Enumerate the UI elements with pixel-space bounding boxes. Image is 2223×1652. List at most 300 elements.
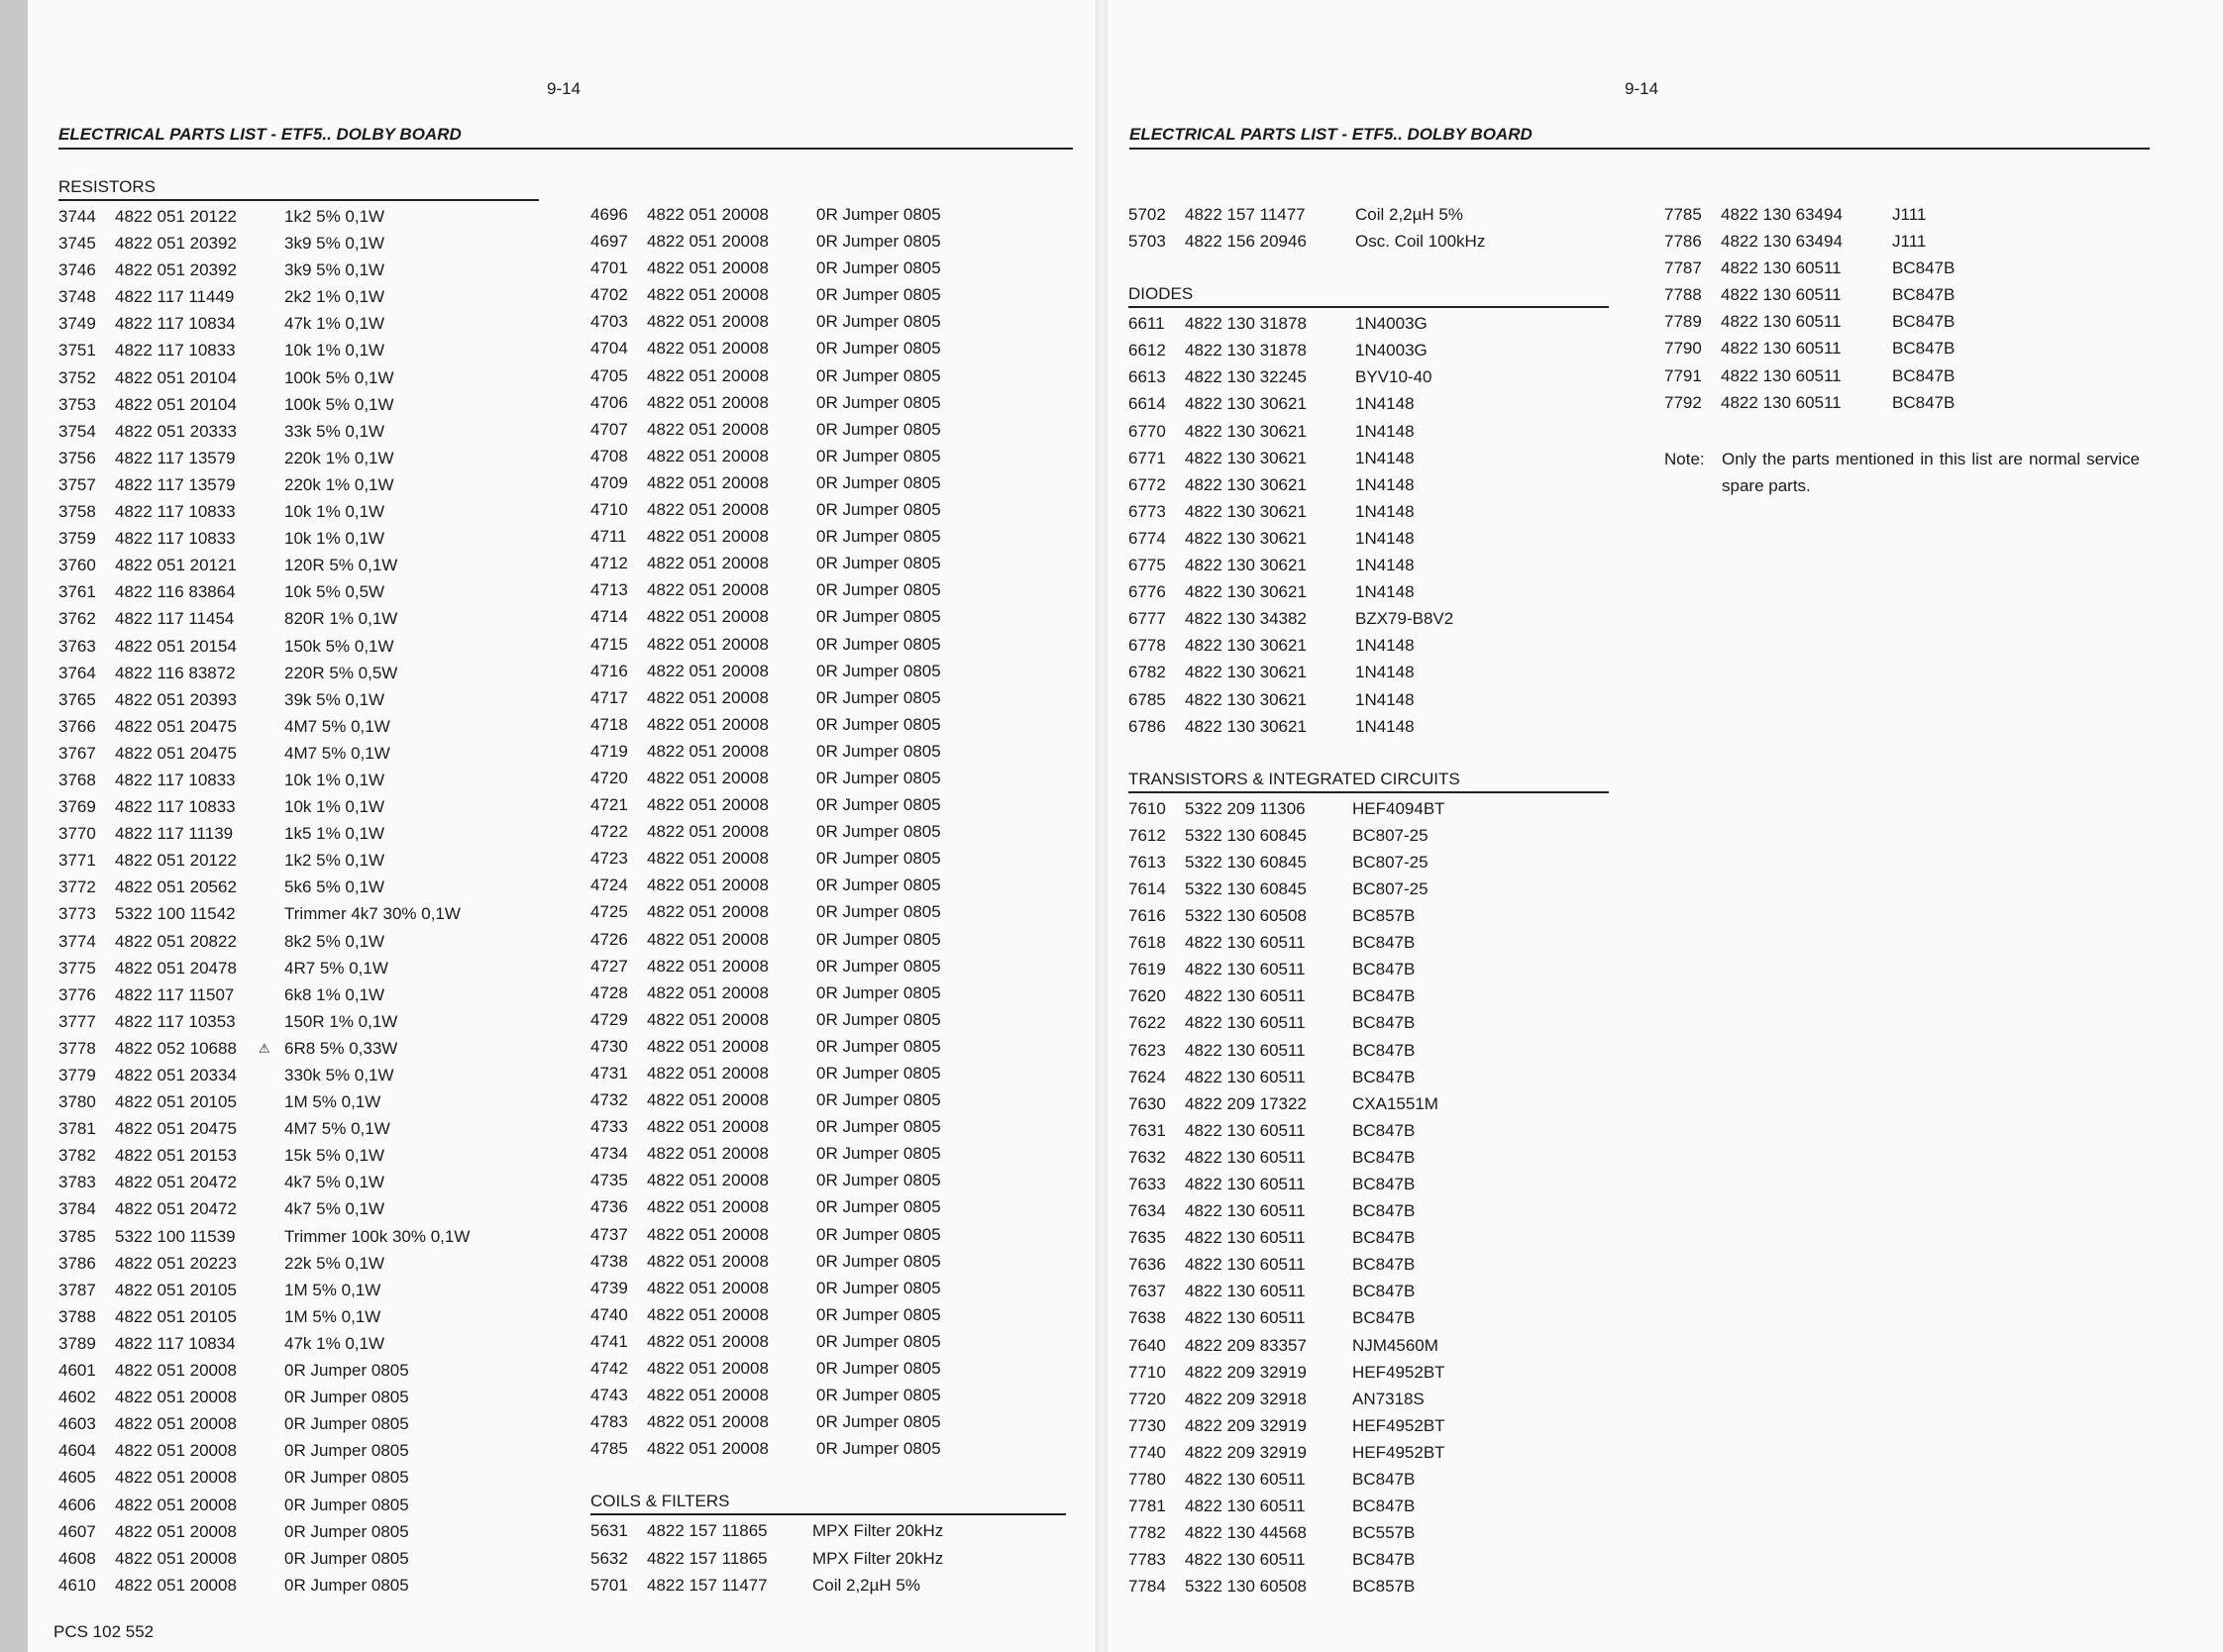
part-code: 4822 130 60511: [1185, 1067, 1306, 1086]
part-position: 6773: [1128, 501, 1166, 521]
table-row: [590, 1113, 1066, 1140]
table-row: [1128, 686, 1609, 713]
part-code: 4822 051 20008: [115, 1495, 237, 1514]
table-row: [58, 471, 539, 498]
part-code: 4822 117 10834: [115, 1333, 236, 1353]
part-position: 3774: [58, 931, 96, 951]
part-description: BC847B: [1352, 933, 1416, 953]
part-description: 0R Jumper 0805: [816, 741, 941, 761]
part-code: 4822 130 30621: [1185, 663, 1307, 682]
table-row: [1128, 659, 1609, 685]
part-code: 5322 130 60845: [1185, 825, 1307, 845]
table-row: [58, 1384, 539, 1410]
part-position: 6775: [1128, 556, 1166, 575]
part-description: MPX Filter 20kHz: [812, 1521, 944, 1541]
table-row: [590, 1221, 1066, 1248]
part-position: 4783: [590, 1412, 628, 1432]
table-row: [590, 818, 1066, 845]
part-position: 3754: [58, 421, 96, 441]
table-row: [590, 1545, 1066, 1572]
table-row: [590, 791, 1066, 818]
part-position: 6778: [1128, 636, 1166, 656]
part-description: AN7318S: [1352, 1389, 1425, 1408]
part-code: 4822 051 20472: [115, 1173, 237, 1192]
table-row: [58, 633, 539, 660]
part-position: 3785: [58, 1226, 96, 1246]
part-code: 4822 051 20008: [115, 1441, 237, 1461]
part-description: 0R Jumper 0805: [284, 1548, 409, 1568]
part-position: 4704: [590, 339, 628, 359]
table-row: [1128, 578, 1609, 605]
part-code: 4822 052 10688: [115, 1038, 237, 1058]
part-position: 7634: [1128, 1201, 1166, 1221]
part-description: 0R Jumper 0805: [816, 312, 941, 332]
part-position: 4729: [590, 1009, 628, 1029]
part-description: 0R Jumper 0805: [816, 1304, 941, 1324]
part-position: 7624: [1128, 1067, 1166, 1086]
section-title-transistors: TRANSISTORS & INTEGRATED CIRCUITS: [1128, 769, 1460, 788]
table-row: [58, 1008, 539, 1035]
part-description: 0R Jumper 0805: [816, 365, 941, 385]
part-description: 220R 5% 0,5W: [284, 663, 398, 682]
part-position: 4718: [590, 714, 628, 734]
part-position: 3788: [58, 1306, 96, 1326]
part-position: 5703: [1128, 232, 1166, 252]
part-description: 0R Jumper 0805: [816, 1412, 941, 1432]
part-position: 6782: [1128, 663, 1166, 682]
section-title-diodes: DIODES: [1128, 284, 1194, 304]
part-description: 1N4003G: [1355, 314, 1428, 334]
table-row: [1128, 1466, 1609, 1493]
part-code: 4822 051 20008: [115, 1548, 237, 1568]
table-row: [590, 1328, 1066, 1355]
part-code: 4822 051 20008: [647, 392, 769, 412]
part-code: 4822 117 11454: [115, 609, 235, 629]
part-description: BC847B: [1352, 1201, 1416, 1221]
part-description: NJM4560M: [1352, 1335, 1438, 1355]
part-code: 4822 130 60511: [1185, 1175, 1306, 1193]
table-row: [590, 1006, 1066, 1033]
part-code: 4822 051 20008: [647, 902, 769, 922]
part-position: 7613: [1128, 852, 1166, 872]
part-code: 4822 051 20333: [115, 421, 237, 441]
part-description: 0R Jumper 0805: [816, 714, 941, 734]
part-position: 4703: [590, 312, 628, 332]
table-row: [1128, 552, 1609, 578]
part-position: 4696: [590, 205, 628, 224]
part-position: 3777: [58, 1011, 96, 1031]
part-code: 5322 209 11306: [1185, 798, 1306, 818]
table-row: [1128, 1117, 1609, 1144]
part-position: 4734: [590, 1144, 628, 1164]
table-row: [1128, 201, 1609, 228]
table-row: [590, 1275, 1066, 1301]
table-row: [590, 1355, 1066, 1382]
part-position: 4610: [58, 1575, 96, 1595]
part-description: 6R8 5% 0,33W: [284, 1038, 398, 1058]
part-position: 3756: [58, 448, 96, 467]
part-position: 7730: [1128, 1415, 1166, 1435]
table-row: [58, 874, 539, 900]
part-position: 6613: [1128, 367, 1166, 387]
part-position: 3769: [58, 797, 96, 817]
part-description: BC847B: [1352, 1040, 1416, 1060]
part-position: 4603: [58, 1414, 96, 1434]
part-code: 4822 130 60511: [1185, 1497, 1306, 1516]
part-position: 4733: [590, 1117, 628, 1137]
part-code: 4822 130 34382: [1185, 609, 1307, 629]
part-code: 4822 051 20008: [115, 1468, 237, 1488]
table-row: [58, 900, 539, 927]
part-position: 4785: [590, 1439, 628, 1459]
jumpers-column: [590, 201, 1066, 1599]
part-position: 4743: [590, 1386, 628, 1405]
part-description: 0R Jumper 0805: [816, 1197, 941, 1217]
part-description: 1M 5% 0,1W: [284, 1306, 381, 1326]
part-code: 4822 051 20008: [115, 1414, 237, 1434]
table-row: [1128, 228, 1609, 255]
part-code: 4822 051 20153: [115, 1146, 237, 1166]
part-code: 4822 130 30621: [1185, 582, 1307, 602]
table-row: [1128, 310, 1609, 337]
part-position: 7633: [1128, 1175, 1166, 1193]
part-position: 7636: [1128, 1255, 1166, 1275]
part-code: 4822 051 20008: [647, 1278, 769, 1297]
part-code: 4822 051 20008: [647, 849, 769, 869]
part-description: 33k 5% 0,1W: [284, 421, 385, 441]
part-code: 4822 051 20154: [115, 636, 237, 656]
table-row: [590, 1408, 1066, 1435]
table-row: [58, 578, 539, 605]
part-position: 4742: [590, 1359, 628, 1379]
part-description: 100k 5% 0,1W: [284, 367, 394, 387]
part-position: 4726: [590, 929, 628, 949]
part-description: 0R Jumper 0805: [816, 1117, 941, 1137]
part-position: 7786: [1664, 232, 1702, 252]
part-description: 0R Jumper 0805: [816, 849, 941, 869]
part-code: 4822 130 30621: [1185, 501, 1307, 521]
table-row: [1128, 1573, 1609, 1600]
part-code: 4822 051 20008: [647, 1412, 769, 1432]
table-row: [58, 1195, 539, 1222]
part-description: BC847B: [1352, 1550, 1416, 1570]
table-row: [58, 203, 539, 230]
table-row: [590, 308, 1066, 335]
part-code: 4822 051 20008: [647, 929, 769, 949]
table-row: [58, 847, 539, 874]
part-description: 2k2 1% 0,1W: [284, 287, 385, 307]
header-title-right: ELECTRICAL PARTS LIST - ETF5.. DOLBY BOARD: [1129, 125, 1533, 144]
part-position: 7635: [1128, 1228, 1166, 1248]
part-code: 4822 130 60511: [1185, 1201, 1306, 1221]
part-code: 4822 051 20008: [647, 1036, 769, 1056]
part-description: 10k 1% 0,1W: [284, 797, 385, 817]
part-description: BC847B: [1352, 1175, 1416, 1193]
table-row: [58, 1357, 539, 1384]
part-position: 7619: [1128, 960, 1166, 980]
part-code: 4822 116 83872: [115, 663, 236, 682]
part-description: 0R Jumper 0805: [816, 285, 941, 305]
table-row: [1128, 418, 1609, 445]
part-code: 4822 051 20008: [647, 1386, 769, 1405]
table-row: [590, 980, 1066, 1006]
part-code: 4822 051 20008: [647, 285, 769, 305]
part-position: 3749: [58, 314, 96, 334]
part-code: 5322 130 60508: [1185, 1577, 1307, 1597]
table-row: [590, 469, 1066, 496]
part-code: 4822 051 20008: [647, 339, 769, 359]
part-code: 4822 051 20008: [647, 312, 769, 332]
part-code: 4822 130 60511: [1185, 1550, 1306, 1570]
part-code: 4822 130 44568: [1185, 1523, 1307, 1543]
part-position: 3770: [58, 824, 96, 844]
part-position: 7630: [1128, 1093, 1166, 1113]
part-position: 4608: [58, 1548, 96, 1568]
part-position: 7618: [1128, 933, 1166, 953]
table-row: [1128, 1493, 1609, 1519]
part-position: 4706: [590, 392, 628, 412]
table-row: [590, 684, 1066, 711]
table-row: [590, 1086, 1066, 1113]
part-description: 3k9 5% 0,1W: [284, 234, 385, 254]
section-rule: [58, 199, 539, 201]
table-row: [590, 1517, 1066, 1544]
part-code: 4822 051 20008: [647, 258, 769, 278]
table-row: [1128, 498, 1609, 525]
part-position: 3781: [58, 1119, 96, 1139]
part-code: 4822 051 20122: [115, 851, 237, 871]
table-row: [1664, 362, 2140, 389]
table-row: [1664, 281, 2140, 308]
part-code: 4822 051 20008: [647, 661, 769, 680]
part-position: 4607: [58, 1521, 96, 1541]
table-row: [1664, 308, 2140, 335]
part-position: 3789: [58, 1333, 96, 1353]
table-row: [58, 337, 539, 363]
part-description: 0R Jumper 0805: [816, 1224, 941, 1244]
part-position: 4721: [590, 795, 628, 815]
part-code: 4822 051 20475: [115, 1119, 237, 1139]
part-code: 4822 051 20008: [647, 1331, 769, 1351]
table-row: [58, 820, 539, 847]
page-gutter: [1096, 0, 1108, 1652]
part-description: 10k 1% 0,1W: [284, 770, 385, 789]
part-code: 4822 117 11449: [115, 287, 235, 307]
part-description: 1N4148: [1355, 528, 1415, 548]
part-code: 4822 051 20008: [647, 232, 769, 252]
table-row: [58, 928, 539, 955]
table-row: [58, 525, 539, 552]
part-description: 0R Jumper 0805: [816, 205, 941, 224]
part-code: 4822 051 20008: [647, 1090, 769, 1110]
part-position: 5702: [1128, 205, 1166, 224]
part-description: 0R Jumper 0805: [816, 607, 941, 627]
table-row: [58, 686, 539, 713]
footer-code: PCS 102 552: [53, 1622, 155, 1641]
part-description: 4M7 5% 0,1W: [284, 743, 390, 763]
part-position: 7787: [1664, 258, 1702, 278]
part-code: 4822 130 32245: [1185, 367, 1307, 387]
part-description: 0R Jumper 0805: [816, 580, 941, 600]
part-position: 7614: [1128, 878, 1166, 898]
part-description: 0R Jumper 0805: [816, 1439, 941, 1459]
part-position: 3752: [58, 367, 96, 387]
part-position: 3768: [58, 770, 96, 789]
table-row: [1128, 1519, 1609, 1546]
part-code: 4822 051 20008: [647, 1064, 769, 1083]
table-row: [1664, 201, 2140, 228]
table-row: [58, 1223, 539, 1250]
table-row: [590, 1382, 1066, 1408]
part-position: 4697: [590, 232, 628, 252]
part-code: 4822 051 20008: [647, 1197, 769, 1217]
part-position: 7623: [1128, 1040, 1166, 1060]
part-code: 4822 209 32919: [1185, 1442, 1307, 1462]
part-description: 0R Jumper 0805: [284, 1575, 409, 1595]
part-position: 3772: [58, 878, 96, 897]
part-code: 4822 117 10353: [115, 1011, 236, 1031]
part-code: 4822 117 10833: [115, 797, 236, 817]
part-description: 1N4148: [1355, 689, 1415, 709]
part-code: 4822 051 20104: [115, 367, 237, 387]
part-description: 220k 1% 0,1W: [284, 448, 394, 467]
part-code: 4822 051 20008: [647, 1439, 769, 1459]
part-code: 4822 130 60511: [1185, 1120, 1306, 1140]
part-description: BC847B: [1352, 986, 1416, 1006]
part-description: 0R Jumper 0805: [816, 392, 941, 412]
part-position: 7782: [1128, 1523, 1166, 1543]
part-position: 4720: [590, 768, 628, 787]
part-position: 7785: [1664, 205, 1702, 224]
part-code: 4822 051 20008: [647, 795, 769, 815]
table-row: [1128, 1386, 1609, 1412]
part-position: 4605: [58, 1468, 96, 1488]
part-code: 4822 130 31878: [1185, 314, 1307, 334]
part-description: 120R 5% 0,1W: [284, 556, 398, 575]
part-code: 4822 051 20008: [647, 768, 769, 787]
safety-warning-icon: ⚠: [259, 1040, 270, 1056]
part-description: 5k6 5% 0,1W: [284, 878, 385, 897]
part-position: 7637: [1128, 1282, 1166, 1301]
part-position: 7610: [1128, 798, 1166, 818]
part-code: 4822 130 30621: [1185, 689, 1307, 709]
table-row: [1128, 1064, 1609, 1090]
part-code: 4822 209 32919: [1185, 1415, 1307, 1435]
part-description: BC807-25: [1352, 878, 1429, 898]
part-description: BC847B: [1352, 1013, 1416, 1033]
table-row: [1128, 956, 1609, 982]
table-row: [590, 550, 1066, 576]
part-description: BC847B: [1892, 312, 1956, 332]
header-rule-right: [1129, 148, 2150, 150]
part-position: 3773: [58, 904, 96, 924]
table-row: [1128, 525, 1609, 552]
part-description: 1N4003G: [1355, 341, 1428, 361]
part-description: 47k 1% 0,1W: [284, 314, 385, 334]
part-code: 4822 051 20008: [647, 500, 769, 520]
part-description: J111: [1892, 205, 1927, 224]
part-code: 4822 051 20008: [115, 1575, 237, 1595]
part-description: BC847B: [1892, 339, 1956, 359]
part-code: 4822 051 20008: [647, 1304, 769, 1324]
part-description: 1M 5% 0,1W: [284, 1092, 381, 1112]
part-position: 4727: [590, 956, 628, 976]
part-description: Coil 2,2µH 5%: [1355, 205, 1464, 224]
part-position: 7720: [1128, 1389, 1166, 1408]
table-row: [58, 605, 539, 632]
part-code: 4822 051 20121: [115, 556, 237, 575]
part-description: BC847B: [1352, 960, 1416, 980]
table-row: [590, 765, 1066, 791]
transistor-list-continued: [1664, 201, 2140, 416]
part-position: 3760: [58, 556, 96, 575]
part-code: 4822 130 60511: [1185, 1228, 1306, 1248]
table-row: [1128, 1251, 1609, 1278]
section-title-coils: COILS & FILTERS: [590, 1492, 730, 1511]
part-description: 0R Jumper 0805: [816, 1064, 941, 1083]
part-description: 1N4148: [1355, 394, 1415, 414]
part-code: 4822 130 60511: [1721, 392, 1842, 412]
part-description: 0R Jumper 0805: [816, 1278, 941, 1297]
part-description: 1N4148: [1355, 582, 1415, 602]
part-code: 4822 051 20008: [647, 472, 769, 492]
note-text: Only the parts mentioned in this list are normal service spare parts.: [1722, 450, 2140, 495]
part-position: 4709: [590, 472, 628, 492]
part-code: 4822 051 20472: [115, 1199, 237, 1219]
part-position: 4719: [590, 741, 628, 761]
part-description: HEF4952BT: [1352, 1442, 1445, 1462]
part-description: 0R Jumper 0805: [816, 768, 941, 787]
part-code: 4822 051 20008: [647, 446, 769, 465]
part-code: 4822 117 10833: [115, 529, 236, 549]
part-code: 4822 051 20008: [647, 554, 769, 573]
part-code: 4822 051 20008: [647, 687, 769, 707]
part-code: 4822 051 20475: [115, 716, 237, 736]
part-position: 4724: [590, 876, 628, 895]
part-position: 4728: [590, 982, 628, 1002]
part-code: 4822 051 20105: [115, 1306, 237, 1326]
part-description: 8k2 5% 0,1W: [284, 931, 385, 951]
part-description: 1N4148: [1355, 501, 1415, 521]
table-row: [590, 1033, 1066, 1060]
part-description: HEF4952BT: [1352, 1362, 1445, 1382]
part-code: 4822 117 10834: [115, 314, 236, 334]
table-row: [590, 1167, 1066, 1193]
table-row: [1128, 849, 1609, 876]
part-code: 4822 051 20008: [647, 607, 769, 627]
part-position: 6786: [1128, 716, 1166, 736]
part-position: 7740: [1128, 1442, 1166, 1462]
part-code: 4822 130 30621: [1185, 528, 1307, 548]
part-code: 4822 130 30621: [1185, 448, 1307, 467]
part-code: 4822 117 13579: [115, 474, 236, 494]
part-position: 7790: [1664, 339, 1702, 359]
table-row: [1128, 1224, 1609, 1251]
table-row: [590, 496, 1066, 523]
part-position: 4715: [590, 634, 628, 654]
part-description: BC847B: [1892, 392, 1956, 412]
table-row: [1128, 902, 1609, 929]
part-position: 6614: [1128, 394, 1166, 414]
part-description: 150R 1% 0,1W: [284, 1011, 398, 1031]
table-row: [590, 201, 1066, 228]
part-position: 4701: [590, 258, 628, 278]
part-description: BC847B: [1352, 1147, 1416, 1167]
part-code: 4822 130 30621: [1185, 636, 1307, 656]
part-description: 10k 1% 0,1W: [284, 529, 385, 549]
section-rule: [1128, 791, 1609, 793]
table-row: [1128, 929, 1609, 956]
